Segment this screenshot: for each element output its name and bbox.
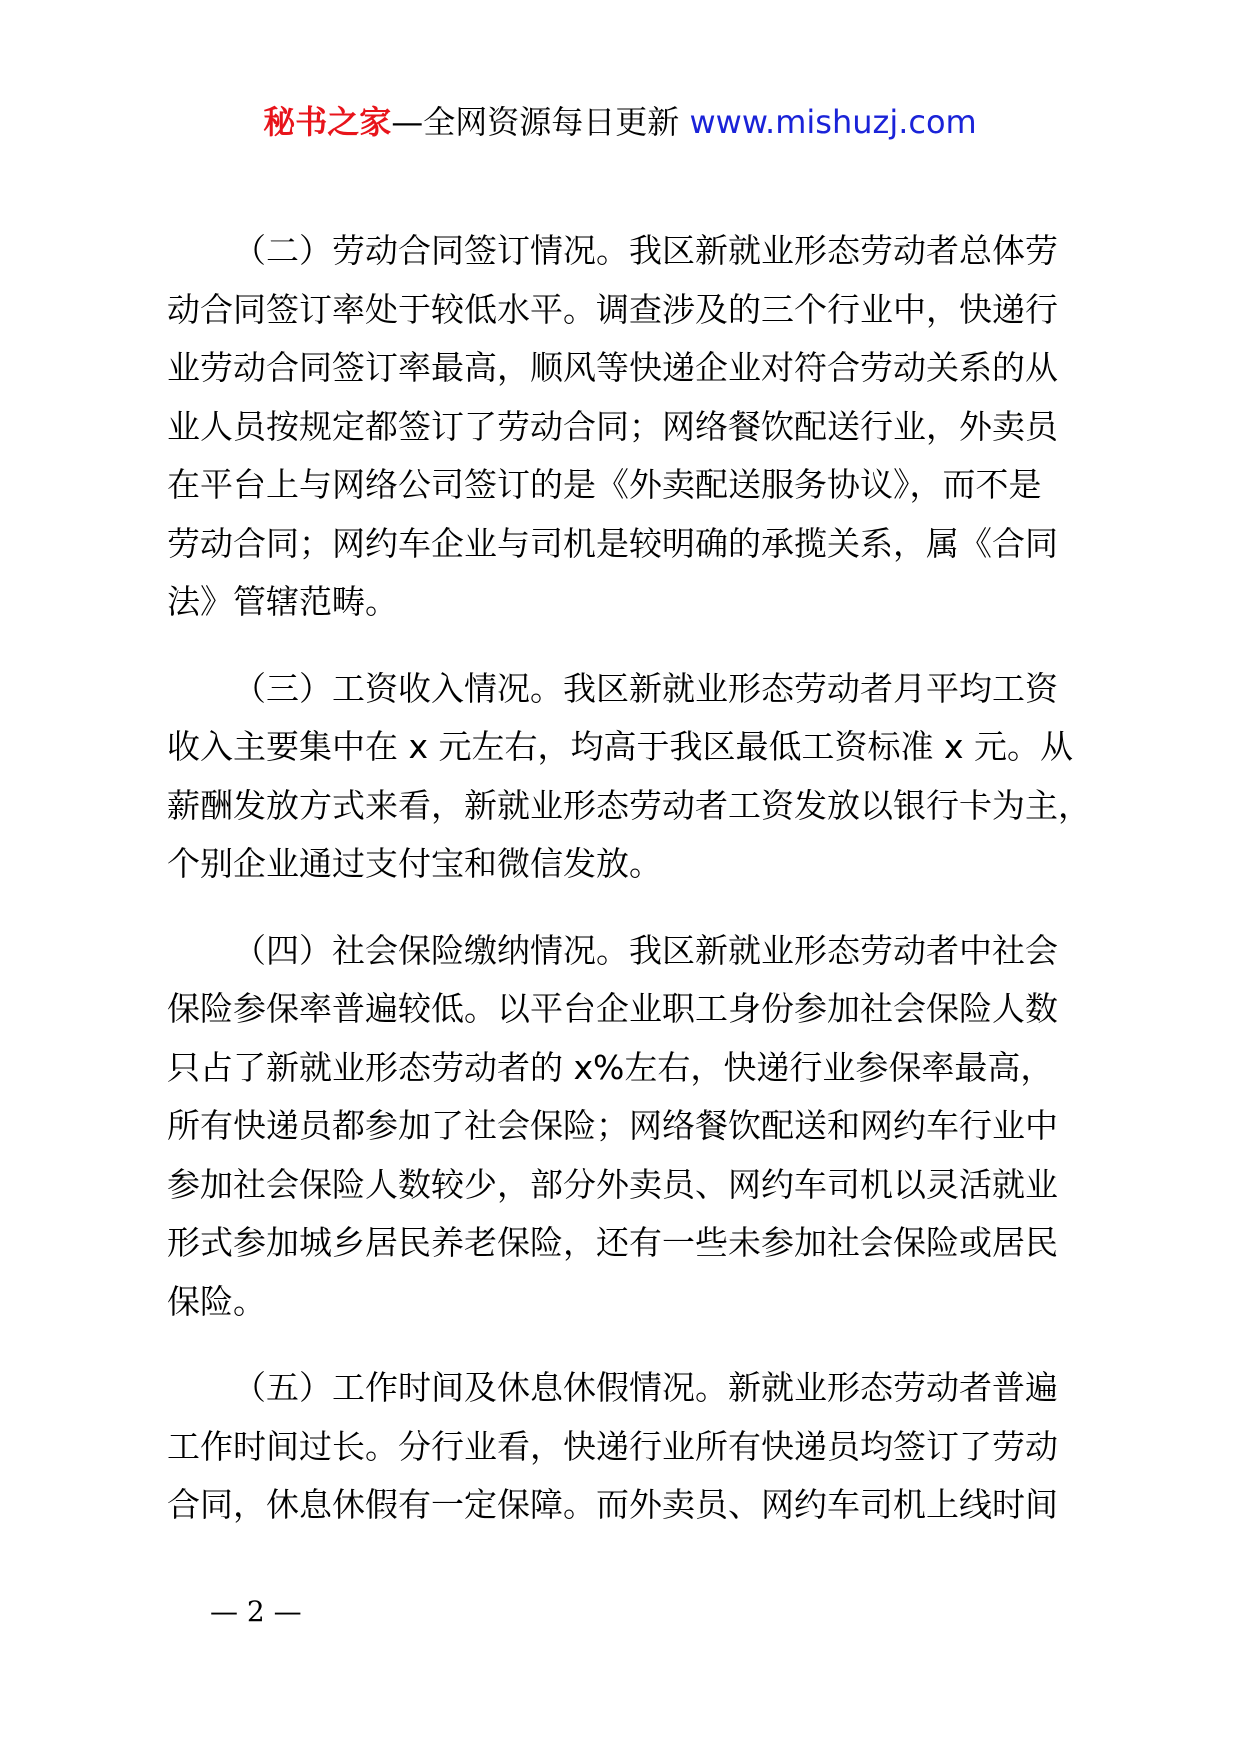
brand-name: 秘书之家 [263,103,392,141]
text-line: 薪酬发放方式来看，新就业形态劳动者工资发放以银行卡为主， [167,785,1091,825]
text-line: 法》管辖范畴。 [167,582,398,621]
text-line: （三）工资收入情况。我区新就业形态劳动者月平均工资 [233,668,1058,708]
text-line: （四）社会保险缴纳情况。我区新就业形态劳动者中社会 [233,930,1058,970]
text-line: 业人员按规定都签订了劳动合同；网络餐饮配送行业，外卖员 [167,406,1058,446]
text-line: 参加社会保险人数较少，部分外卖员、网约车司机以灵活就业 [167,1164,1058,1204]
paragraph-labor-contract [167,222,1122,632]
text-line: 只占了新就业形态劳动者的 x%左右，快递行业参保率最高， [167,1047,1054,1087]
paragraph-working-hours [167,1359,1122,1535]
text-line: 形式参加城乡居民养老保险，还有一些未参加社会保险或居民 [167,1223,1058,1262]
text-line: 合同，休息休假有一定保障。而外卖员、网约车司机上线时间 [167,1485,1058,1524]
text-line: （二）劳动合同签订情况。我区新就业形态劳动者总体劳 [233,231,1058,270]
text-line: 动合同签订率处于较低水平。调查涉及的三个行业中，快递行 [167,289,1058,329]
text-line: 劳动合同；网约车企业与司机是较明确的承揽关系，属《合同 [167,523,1058,563]
text-line: 保险。 [167,1281,266,1321]
site-url-link[interactable]: www.mishuzj.com [689,103,977,141]
text-line: 所有快递员都参加了社会保险；网络餐饮配送和网约车行业中 [167,1106,1058,1145]
text-line: （五）工作时间及休息休假情况。新就业形态劳动者普遍 [233,1368,1058,1407]
page-number: — 2 — [210,1595,302,1628]
text-line: 收入主要集中在 x 元左右，均高于我区最低工资标准 x 元。从 [167,727,1074,766]
paragraph-social-insurance [167,922,1122,1332]
document-body [167,222,1122,1563]
text-line: 在平台上与网络公司签订的是《外卖配送服务协议》，而不是 [167,465,1042,504]
paragraph-wage-income [167,660,1122,894]
text-line: 业劳动合同签订率最高，顺风等快递企业对符合劳动关系的从 [167,348,1058,387]
site-header [0,100,1240,144]
text-line: 个别企业通过支付宝和微信发放。 [167,844,662,883]
text-line: 保险参保率普遍较低。以平台企业职工身份参加社会保险人数 [167,989,1058,1028]
site-tagline: —全网资源每日更新 [391,103,680,141]
text-line: 工作时间过长。分行业看，快递行业所有快递员均签订了劳动 [167,1426,1058,1466]
